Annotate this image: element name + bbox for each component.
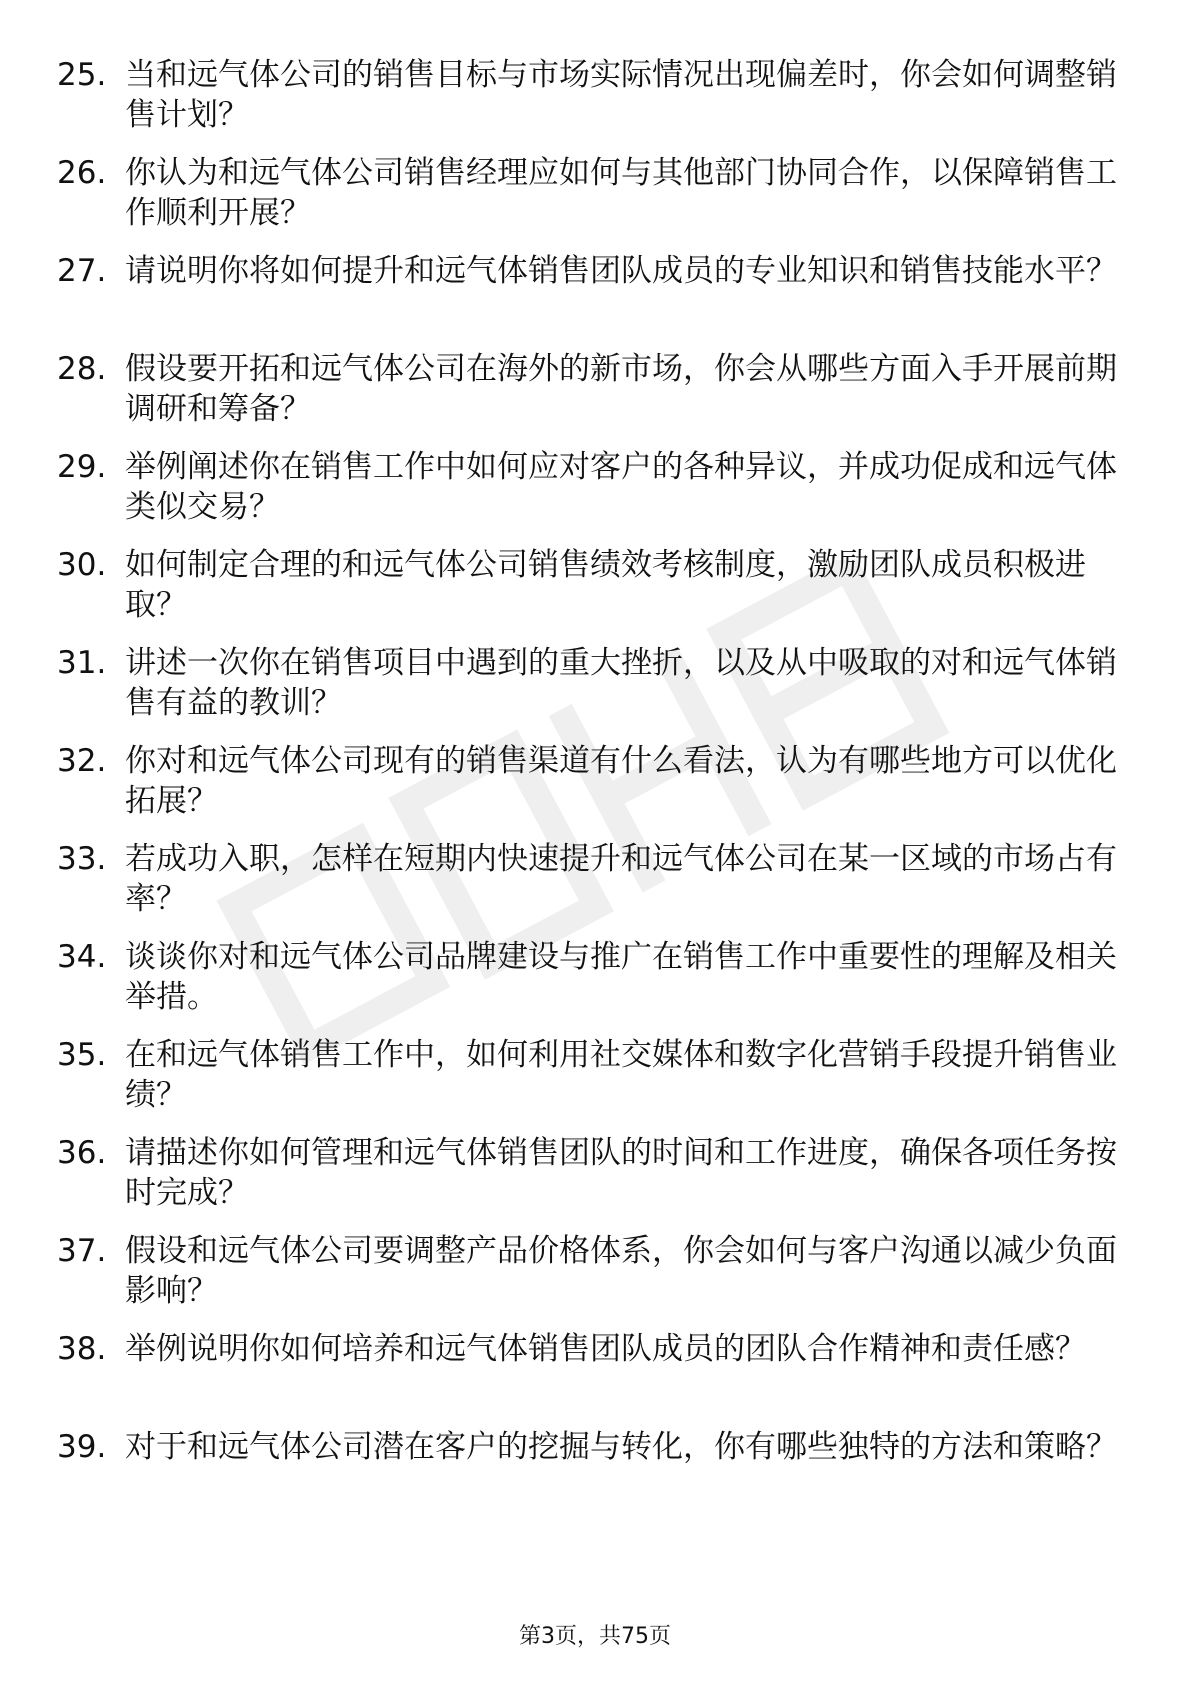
question-number: 30. bbox=[57, 547, 107, 583]
question-number: 36. bbox=[57, 1135, 107, 1171]
question-item bbox=[0, 1035, 1190, 1133]
question-text: 若成功入职，怎样在短期内快速提升和远气体公司在某一区域的市场占有率？ bbox=[125, 841, 1117, 917]
question-text: 你对和远气体公司现有的销售渠道有什么看法，认为有哪些地方可以优化拓展？ bbox=[125, 743, 1117, 819]
question-number: 26. bbox=[57, 155, 107, 191]
question-item bbox=[0, 153, 1190, 251]
question-number: 32. bbox=[57, 743, 107, 779]
question-number: 33. bbox=[57, 841, 107, 877]
question-item bbox=[0, 545, 1190, 643]
question-number: 34. bbox=[57, 939, 107, 975]
question-text: 当和远气体公司的销售目标与市场实际情况出现偏差时，你会如何调整销售计划？ bbox=[125, 57, 1117, 133]
question-item bbox=[0, 447, 1190, 545]
page-number-footer: 第3页，共75页 bbox=[519, 1624, 671, 1649]
question-item bbox=[0, 1231, 1190, 1329]
question-text: 请描述你如何管理和远气体销售团队的时间和工作进度，确保各项任务按时完成？ bbox=[125, 1135, 1117, 1211]
question-text: 举例说明你如何培养和远气体销售团队成员的团队合作精神和责任感？ bbox=[125, 1331, 1086, 1367]
question-text: 你认为和远气体公司销售经理应如何与其他部门协同合作，以保障销售工作顺利开展？ bbox=[125, 155, 1117, 231]
question-item bbox=[0, 1329, 1190, 1427]
question-item bbox=[0, 251, 1190, 349]
question-number: 38. bbox=[57, 1331, 107, 1367]
question-item bbox=[0, 55, 1190, 153]
question-text: 谈谈你对和远气体公司品牌建设与推广在销售工作中重要性的理解及相关举措。 bbox=[125, 939, 1117, 1015]
question-number: 25. bbox=[57, 57, 107, 93]
question-text: 举例阐述你在销售工作中如何应对客户的各种异议，并成功促成和远气体类似交易？ bbox=[125, 449, 1117, 525]
question-text: 假设要开拓和远气体公司在海外的新市场，你会从哪些方面入手开展前期调研和筹备？ bbox=[125, 351, 1117, 427]
question-item bbox=[0, 937, 1190, 1035]
question-list bbox=[0, 55, 1190, 1525]
question-number: 31. bbox=[57, 645, 107, 681]
question-number: 27. bbox=[57, 253, 107, 289]
question-item bbox=[0, 839, 1190, 937]
question-number: 28. bbox=[57, 351, 107, 387]
question-text: 如何制定合理的和远气体公司销售绩效考核制度，激励团队成员积极进取？ bbox=[125, 547, 1086, 623]
question-text: 对于和远气体公司潜在客户的挖掘与转化，你有哪些独特的方法和策略？ bbox=[125, 1429, 1117, 1465]
question-text: 假设和远气体公司要调整产品价格体系，你会如何与客户沟通以减少负面影响？ bbox=[125, 1233, 1117, 1309]
question-item bbox=[0, 1133, 1190, 1231]
question-number: 39. bbox=[57, 1429, 107, 1465]
question-number: 29. bbox=[57, 449, 107, 485]
question-item bbox=[0, 741, 1190, 839]
question-item bbox=[0, 1427, 1190, 1525]
question-item bbox=[0, 643, 1190, 741]
question-number: 37. bbox=[57, 1233, 107, 1269]
question-item bbox=[0, 349, 1190, 447]
question-text: 请说明你将如何提升和远气体销售团队成员的专业知识和销售技能水平？ bbox=[125, 253, 1117, 289]
question-number: 35. bbox=[57, 1037, 107, 1073]
question-text: 在和远气体销售工作中，如何利用社交媒体和数字化营销手段提升销售业绩？ bbox=[125, 1037, 1117, 1113]
question-text: 讲述一次你在销售项目中遇到的重大挫折，以及从中吸取的对和远气体销售有益的教训？ bbox=[125, 645, 1117, 721]
